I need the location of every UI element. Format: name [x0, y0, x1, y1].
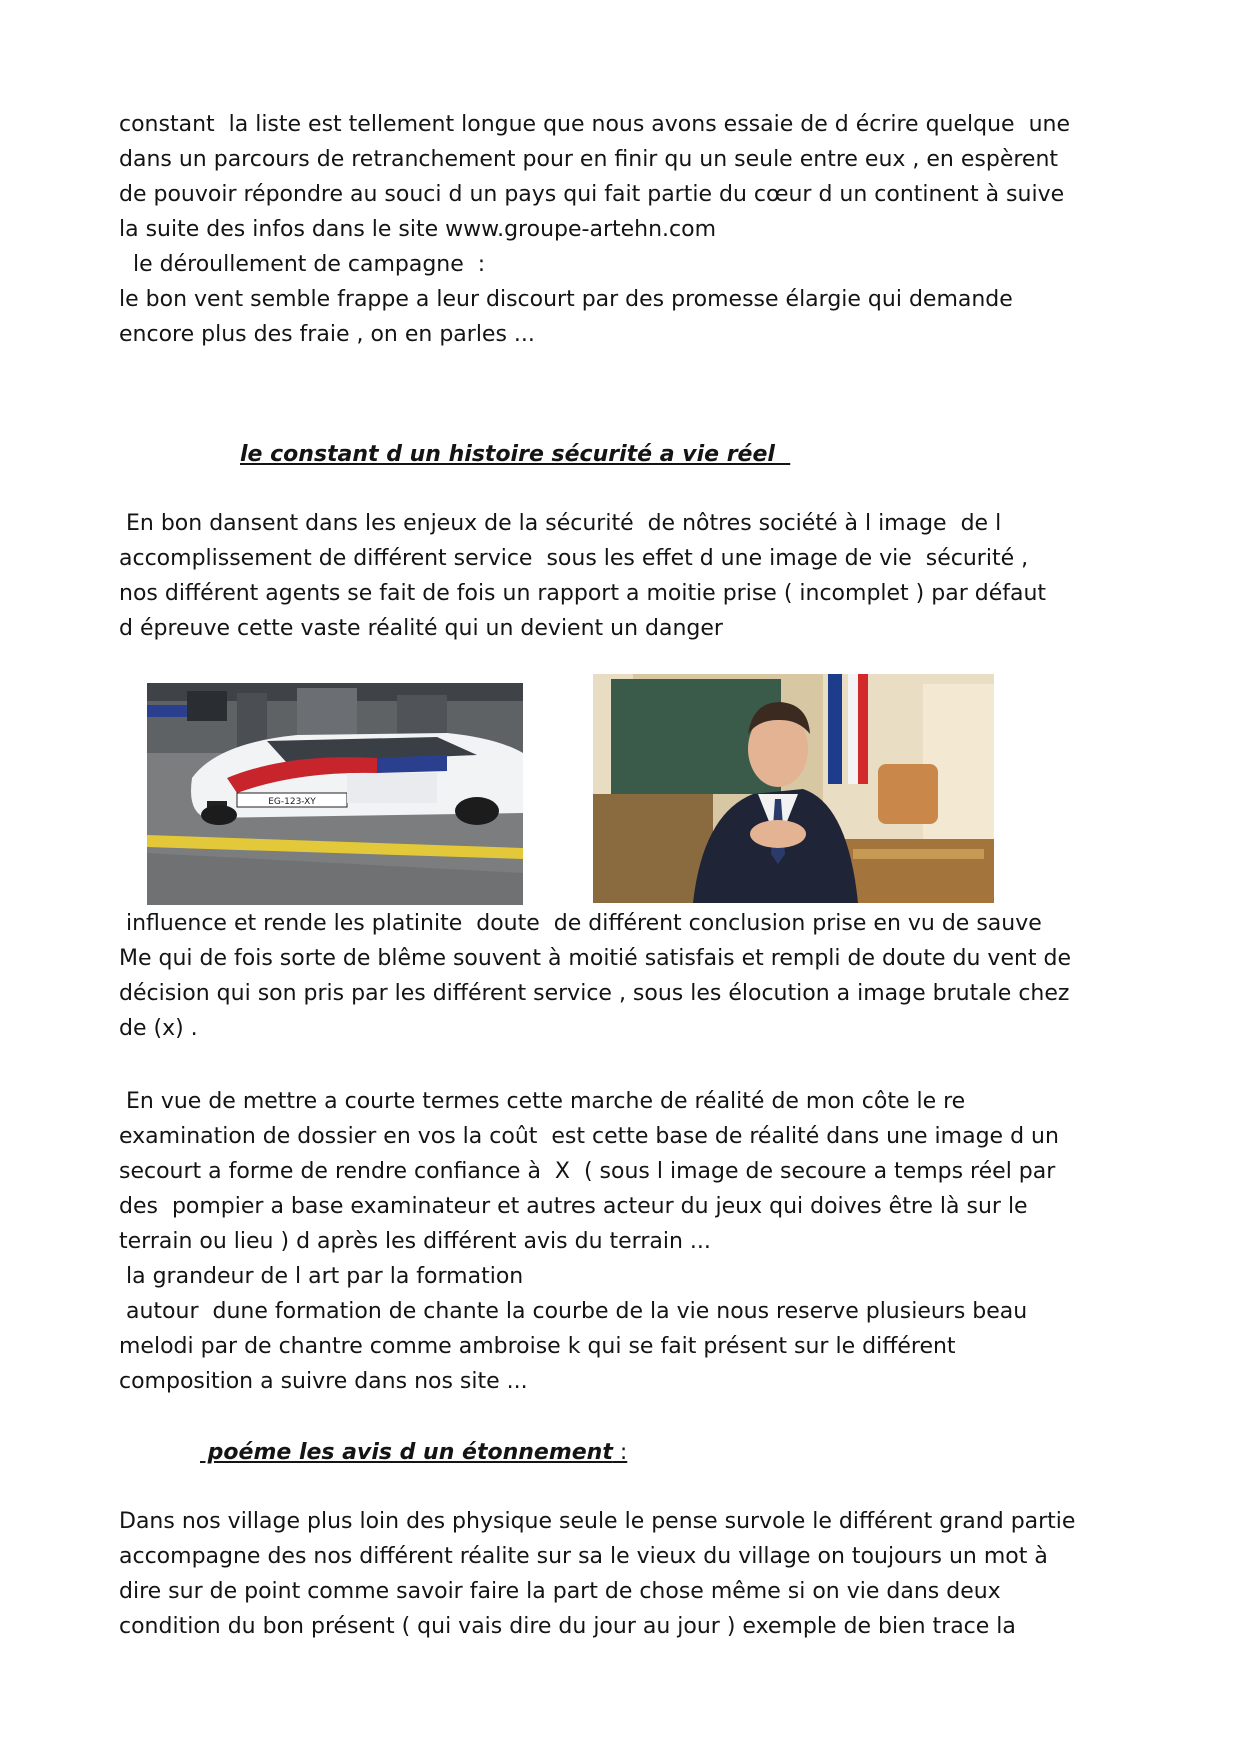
text-line: examination de dossier en vos la coût est cette base de réalité dans une image d un — [119, 1124, 1059, 1149]
text-line: des pompier a base examinateur et autres acteur du jeux qui doives être là sur le — [119, 1194, 1028, 1219]
text-line: le déroullement de campagne : — [119, 252, 486, 277]
text-line: influence et rende les platinite doute de différent conclusion prise en vu de sauve — [119, 911, 1042, 936]
text-line: terrain ou lieu ) d après les différent avis du terrain ... — [119, 1229, 711, 1254]
text-line: dans un parcours de retranchement pour en finir qu un seule entre eux , en espèrent — [119, 147, 1059, 172]
text-line: d épreuve cette vaste réalité qui un devient un danger — [119, 616, 723, 641]
poem-heading-colon: : — [612, 1440, 628, 1465]
section-heading-poem — [200, 1438, 627, 1468]
text-line: le bon vent semble frappe a leur discourt par des promesse élargie qui demande — [119, 287, 1013, 312]
text-line: encore plus des fraie , on en parles ... — [119, 322, 535, 347]
text-line: constant la liste est tellement longue que nous avons essaie de d écrire quelque une — [119, 112, 1070, 137]
intro-paragraph — [119, 107, 1139, 352]
poem-heading-text: poéme les avis d un étonnement — [200, 1440, 613, 1465]
license-plate-text: EG-123-XY — [268, 797, 316, 807]
security-paragraph — [119, 506, 1139, 646]
text-line: En vue de mettre a courte termes cette marche de réalité de mon côte le re — [119, 1089, 966, 1114]
text-line: la suite des infos dans le site www.groupe-artehn.com — [119, 217, 717, 242]
section-heading-security: le constant d un histoire sécurité a vie réel — [240, 442, 791, 467]
text-line: décision qui son pris par les différent service , sous les élocution a image brutale chez — [119, 981, 1070, 1006]
text-line: Dans nos village plus loin des physique seule le pense survole le différent grand partie — [119, 1509, 1076, 1534]
text-line: En bon dansent dans les enjeux de la sécurité de nôtres société à l image de l — [119, 511, 1002, 536]
text-line: Me qui de fois sorte de blême souvent à moitié satisfais et rempli de doute du vent de — [119, 946, 1072, 971]
police-car-photo — [147, 683, 523, 905]
text-line: de (x) . — [119, 1016, 198, 1041]
text-line: dire sur de point comme savoir faire la part de chose même si on vie dans deux — [119, 1579, 1001, 1604]
text-line: de pouvoir répondre au souci d un pays qui fait partie du cœur d un continent à suive — [119, 182, 1065, 207]
text-line: la grandeur de l art par la formation — [119, 1264, 524, 1289]
text-line: accompagne des nos différent réalite sur sa le vieux du village on toujours un mot à — [119, 1544, 1048, 1569]
minister-portrait-photo — [593, 674, 994, 903]
text-line: nos différent agents se fait de fois un rapport a moitie prise ( incomplet ) par défaut — [119, 581, 1047, 606]
text-line: composition a suivre dans nos site ... — [119, 1369, 528, 1394]
village-paragraph — [119, 1504, 1139, 1644]
influence-paragraph — [119, 906, 1139, 1046]
text-line: condition du bon présent ( qui vais dire du jour au jour ) exemple de bien trace la — [119, 1614, 1016, 1639]
text-line: accomplissement de différent service sous les effet d une image de vie sécurité , — [119, 546, 1029, 571]
examination-paragraph — [119, 1084, 1139, 1399]
text-line: autour dune formation de chante la courbe de la vie nous reserve plusieurs beau — [119, 1299, 1028, 1324]
text-line: secourt a forme de rendre confiance à X ( sous l image de secoure a temps réel par — [119, 1159, 1056, 1184]
text-line: melodi par de chantre comme ambroise k qui se fait présent sur le différent — [119, 1334, 956, 1359]
